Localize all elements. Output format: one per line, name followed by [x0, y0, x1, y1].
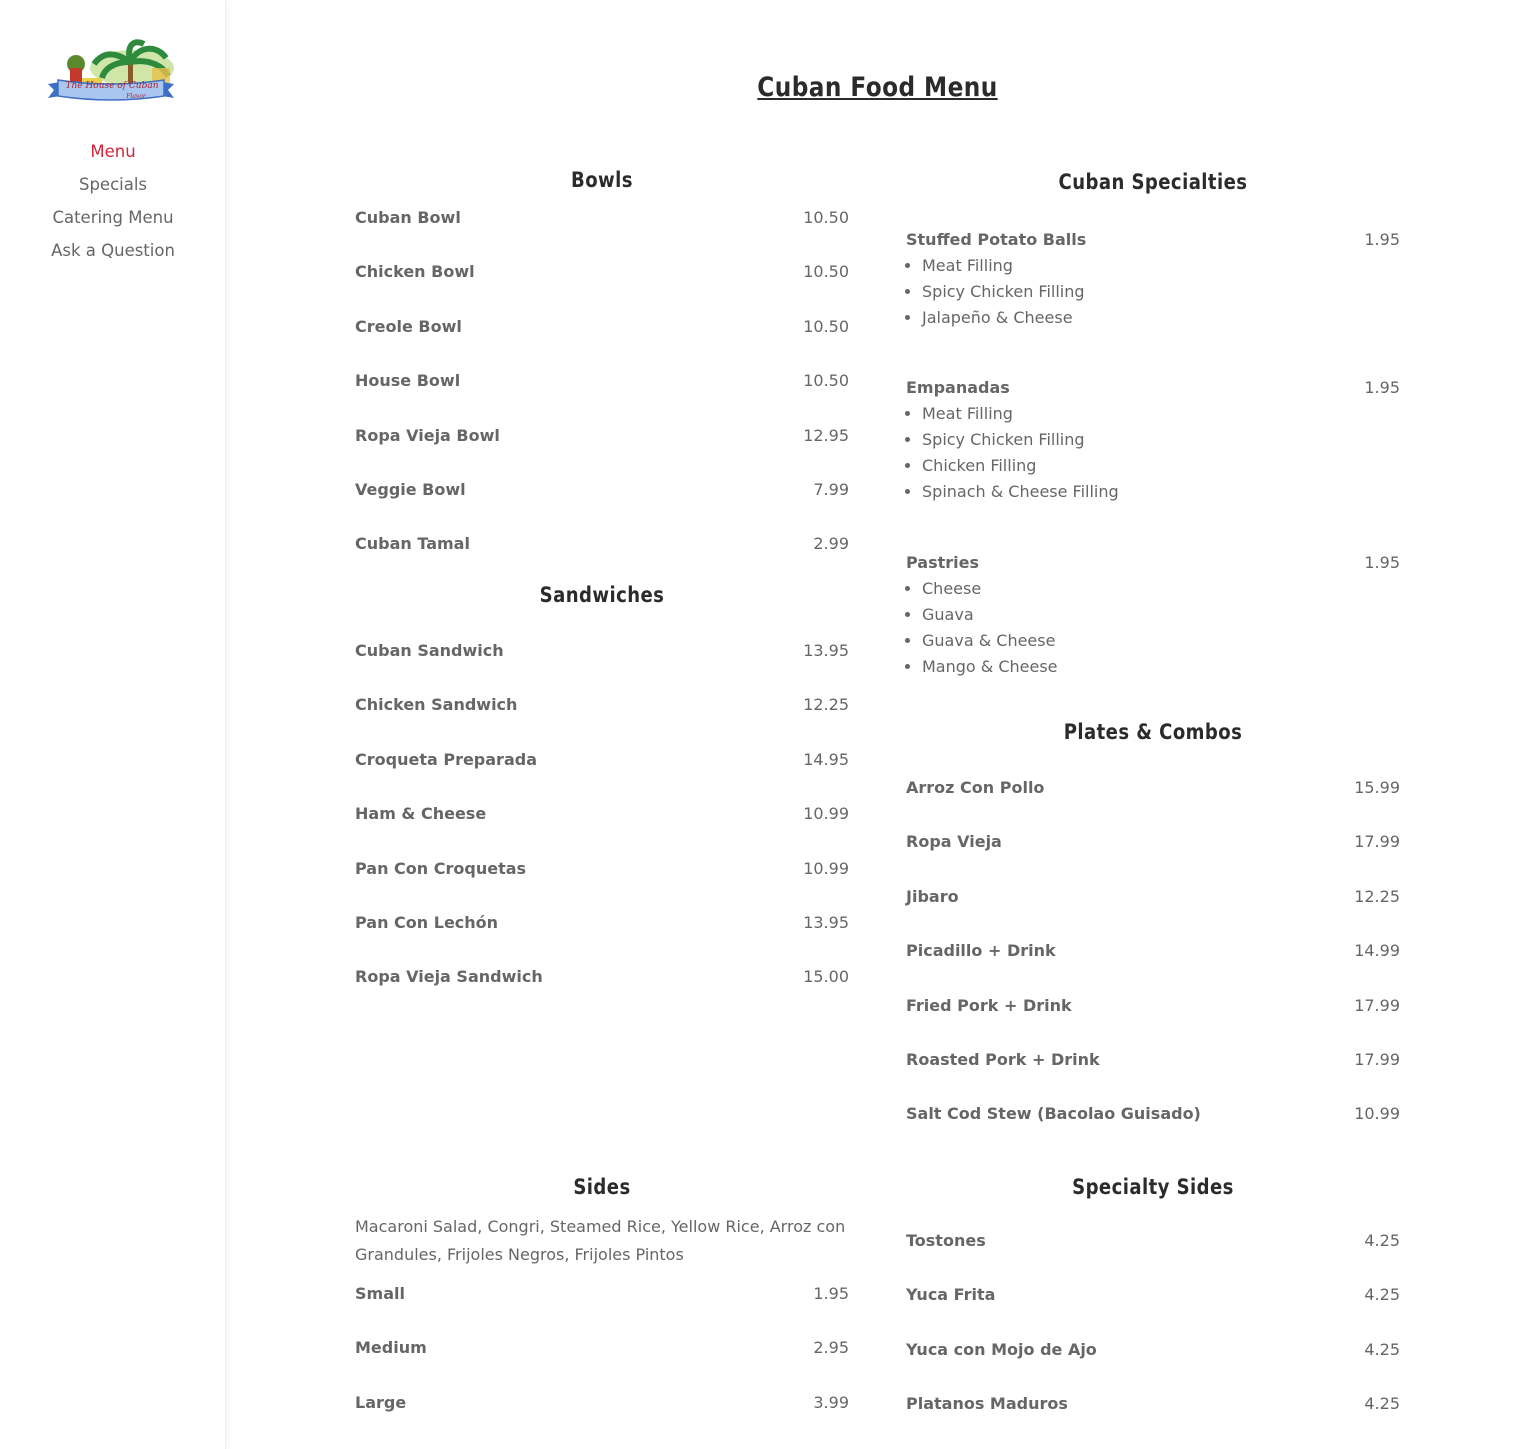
menu-item	[355, 262, 849, 316]
menu-item	[355, 317, 849, 371]
item-name: Jibaro	[906, 886, 959, 906]
specialty-sides-heading: Specialty Sides	[1072, 1175, 1234, 1199]
page-title: Cuban Food Menu	[757, 72, 998, 103]
menu-item	[355, 913, 849, 967]
item-price: 3.99	[813, 1392, 849, 1412]
menu-item	[355, 208, 849, 262]
item-price: 1.95	[1364, 230, 1400, 249]
item-price: 4.25	[1364, 1339, 1400, 1359]
sides-heading: Sides	[573, 1175, 631, 1199]
menu-item	[355, 480, 849, 534]
sides-description: Macaroni Salad, Congri, Steamed Rice, Yellow Rice, Arroz con Grandules, Frijoles Negros, Frijoles Pintos	[355, 1217, 846, 1264]
item-price: 10.50	[803, 208, 849, 227]
item-name: Small	[355, 1284, 405, 1303]
item-name: Ham & Cheese	[355, 804, 487, 824]
option-item: • Chicken Filling	[922, 453, 1400, 479]
item-name: Chicken Bowl	[355, 262, 475, 282]
item-name: Pan Con Lechón	[355, 912, 499, 932]
menu-item	[906, 1231, 1400, 1285]
item-price: 4.25	[1364, 1285, 1400, 1305]
menu-item	[906, 832, 1400, 886]
bowls-section	[355, 168, 849, 589]
plates-section	[906, 720, 1400, 1159]
item-price: 2.99	[813, 534, 849, 554]
item-price: 10.99	[803, 858, 849, 878]
item-name: Yuca con Mojo de Ajo	[906, 1339, 1097, 1359]
item-price: 12.25	[803, 695, 849, 715]
menu-item	[906, 230, 1400, 378]
item-name: House Bowl	[355, 371, 461, 391]
menu-item	[355, 534, 849, 588]
item-price: 15.00	[803, 967, 849, 987]
option-item: • Cheese	[922, 576, 1400, 602]
item-price: 17.99	[1354, 1049, 1400, 1069]
specialties-heading: Cuban Specialties	[1058, 170, 1248, 194]
logo[interactable]	[40, 38, 182, 108]
item-name: Croqueta Preparada	[355, 749, 537, 769]
item-name: Pastries	[906, 553, 980, 572]
option-item: • Meat Filling	[922, 401, 1400, 427]
menu-item	[906, 553, 1400, 680]
palm-tree-logo-icon	[40, 38, 182, 108]
sandwiches-heading: Sandwiches	[539, 583, 665, 607]
menu-item	[355, 1338, 849, 1392]
item-price: 10.50	[803, 262, 849, 282]
item-name: Platanos Maduros	[906, 1394, 1068, 1414]
item-name: Chicken Sandwich	[355, 695, 518, 715]
item-price: 14.99	[1354, 941, 1400, 961]
item-price: 13.95	[803, 641, 849, 660]
item-name: Creole Bowl	[355, 316, 462, 336]
item-price: 2.95	[813, 1338, 849, 1358]
item-name: Fried Pork + Drink	[906, 995, 1072, 1015]
menu-item	[906, 1104, 1400, 1158]
nav-item-catering-menu[interactable]: Catering Menu	[52, 208, 174, 227]
item-price: 4.25	[1364, 1231, 1400, 1250]
menu-item	[906, 996, 1400, 1050]
menu-item	[355, 1393, 849, 1423]
item-price: 10.99	[803, 804, 849, 824]
menu-item	[355, 641, 849, 695]
item-price: 13.95	[803, 912, 849, 932]
logo-line1: The House of Cuban	[65, 81, 159, 91]
option-item: • Spicy Chicken Filling	[922, 279, 1400, 305]
item-name: Picadillo + Drink	[906, 941, 1056, 961]
menu-item	[906, 1394, 1400, 1424]
sandwiches-section	[355, 583, 849, 1022]
menu-item	[355, 750, 849, 804]
menu-item	[355, 859, 849, 913]
item-name: Cuban Bowl	[355, 208, 461, 227]
option-item: • Guava	[922, 602, 1400, 628]
option-item: • Mango & Cheese	[922, 654, 1400, 680]
menu-item	[355, 967, 849, 1021]
option-item: • Guava & Cheese	[922, 628, 1400, 654]
nav-item-menu[interactable]: Menu	[90, 142, 136, 161]
main-nav	[0, 140, 226, 272]
item-price: 1.95	[1364, 553, 1400, 572]
menu-item	[355, 695, 849, 749]
menu-item	[906, 1050, 1400, 1104]
item-name: Veggie Bowl	[355, 479, 466, 499]
plates-heading: Plates & Combos	[1063, 720, 1243, 744]
option-item: • Jalapeño & Cheese	[922, 305, 1400, 331]
menu-item	[355, 371, 849, 425]
menu-item	[355, 1284, 849, 1338]
option-item: • Spicy Chicken Filling	[922, 427, 1400, 453]
menu-item	[355, 426, 849, 480]
logo-line2: Flavor	[126, 93, 146, 100]
specialties-section	[906, 170, 1400, 680]
item-price: 10.50	[803, 371, 849, 391]
item-name: Ropa Vieja Sandwich	[355, 967, 543, 987]
item-price: 17.99	[1354, 832, 1400, 852]
option-item: • Meat Filling	[922, 253, 1400, 279]
item-name: Stuffed Potato Balls	[906, 230, 1087, 249]
item-name: Yuca Frita	[906, 1285, 996, 1305]
menu-item	[906, 941, 1400, 995]
item-name: Cuban Sandwich	[355, 641, 504, 660]
item-name: Empanadas	[906, 378, 1010, 397]
item-price: 1.95	[1364, 378, 1400, 397]
item-price: 15.99	[1354, 778, 1400, 797]
item-price: 12.25	[1354, 886, 1400, 906]
item-name: Roasted Pork + Drink	[906, 1049, 1100, 1069]
menu-item	[906, 887, 1400, 941]
menu-item	[355, 804, 849, 858]
item-name: Large	[355, 1392, 407, 1412]
nav-item-specials[interactable]: Specials	[78, 175, 148, 194]
sidebar	[0, 0, 226, 1449]
item-name: Salt Cod Stew (Bacolao Guisado)	[906, 1104, 1201, 1124]
option-list	[906, 576, 1400, 680]
option-list	[906, 401, 1400, 505]
item-price: 7.99	[813, 479, 849, 499]
item-name: Ropa Vieja	[906, 832, 1002, 852]
item-name: Ropa Vieja Bowl	[355, 425, 500, 445]
item-price: 10.50	[803, 316, 849, 336]
item-price: 12.95	[803, 425, 849, 445]
option-list	[906, 253, 1400, 331]
item-name: Pan Con Croquetas	[355, 858, 527, 878]
nav-item-ask-a-question[interactable]: Ask a Question	[51, 241, 175, 260]
item-price: 10.99	[1354, 1104, 1400, 1124]
sides-section	[355, 1175, 849, 1423]
bowls-heading: Bowls	[571, 168, 633, 192]
option-item: • Spinach & Cheese Filling	[922, 479, 1400, 505]
item-price: 4.25	[1364, 1394, 1400, 1414]
item-name: Cuban Tamal	[355, 534, 470, 554]
item-name: Medium	[355, 1338, 427, 1358]
item-name: Arroz Con Pollo	[906, 778, 1045, 797]
menu-item	[906, 1340, 1400, 1394]
specialty-sides-section	[906, 1175, 1400, 1424]
menu-item	[906, 778, 1400, 832]
item-price: 1.95	[813, 1284, 849, 1303]
menu-item	[906, 378, 1400, 553]
item-price: 17.99	[1354, 995, 1400, 1015]
item-name: Tostones	[906, 1231, 986, 1250]
item-price: 14.95	[803, 749, 849, 769]
menu-item	[906, 1285, 1400, 1339]
